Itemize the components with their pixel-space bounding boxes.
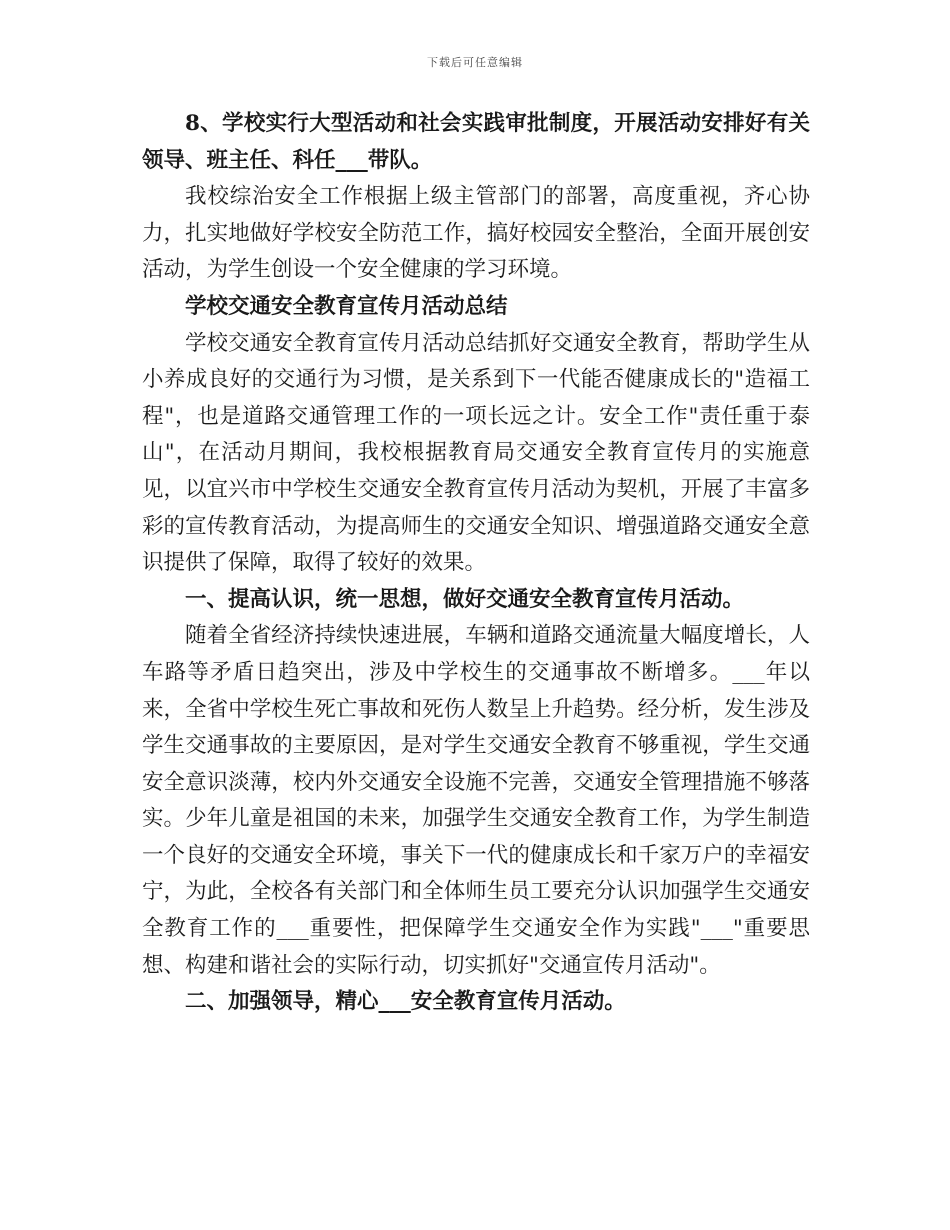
- section-title: 学校交通安全教育宣传月活动总结: [185, 293, 508, 319]
- page-header-note: 下载后可任意编辑: [427, 56, 523, 69]
- paragraph-approval-system: 8、学校实行大型活动和社会实践审批制度，开展活动安排好有关领导、班主任、科任___带队。: [142, 111, 810, 173]
- paragraph-section-1-body: 随着全省经济持续快速进展，车辆和道路交通流量大幅度增长，人车路等矛盾日趋突出，涉及中学校生的交通事故不断增多。___年以来，全省中学校生死亡事故和死伤人数呈上升趋势。经分析，发生涉及学生交通事故的主要原因，是对学生交通安全教育不够重视，学生交通安全意识淡薄，校内外交通安全设施不完善，交通安全管理措施不够落实。少年儿童是祖国的未来，加强学生交通安全教育工作，为学生制造一个良好的交通安全环境，事关下一代的健康成长和千家万户的幸福安宁，为此，全校各有关部门和全体师生员工要充分认识加强学生交通安全教育工作的___重要性，把保障学生交通安全作为实践"___"重要思想、构建和谐社会的实际行动，切实抓好"交通宣传月活动"。: [142, 623, 810, 978]
- paragraph-intro: 学校交通安全教育宣传月活动总结抓好交通安全教育，帮助学生从小养成良好的交通行为习惯，是关系到下一代能否健康成长的"造福工程"，也是道路交通管理工作的一项长远之计。安全工作"责任重于泰山"，在活动月期间，我校根据教育局交通安全教育宣传月的实施意见，以宜兴市中学校生交通安全教育宣传月活动为契机，开展了丰富多彩的宣传教育活动，为提高师生的交通安全知识、增强道路交通安全意识提供了保障，取得了较好的效果。: [142, 330, 810, 576]
- heading-section-1: 一、提高认识，统一思想，做好交通安全教育宣传月活动。: [185, 586, 745, 612]
- paragraph-safety-summary: 我校综治安全工作根据上级主管部门的部署，高度重视，齐心协力，扎实地做好学校安全防范工作，搞好校园安全整治，全面开展创安活动，为学生创设一个安全健康的学习环境。: [142, 184, 810, 283]
- heading-section-2: 二、加强领导，精心___安全教育宣传月活动。: [185, 989, 626, 1015]
- document-body: [142, 106, 810, 1021]
